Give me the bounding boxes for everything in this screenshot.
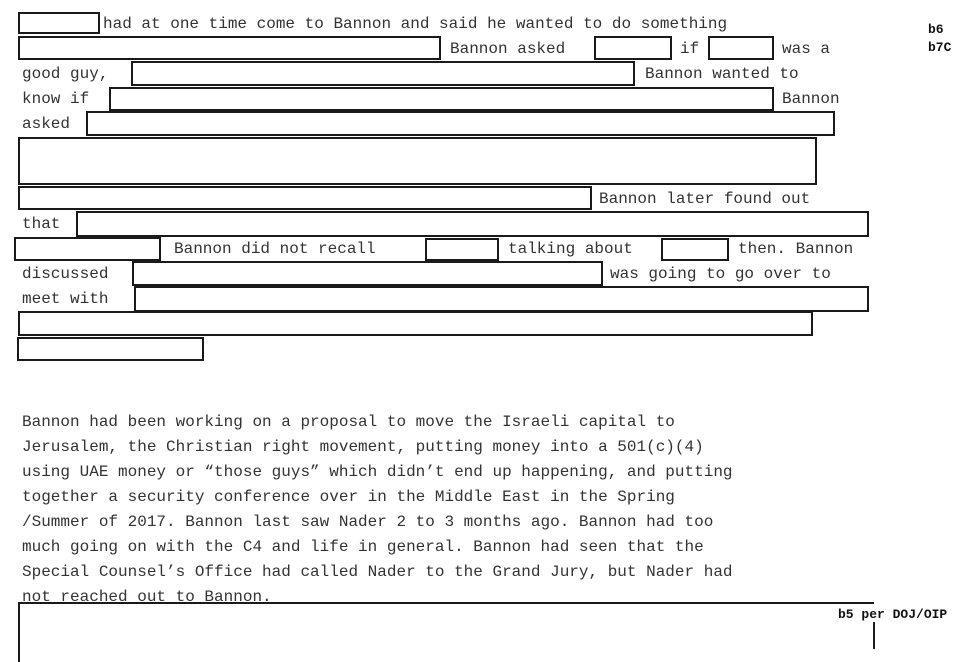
redaction-box xyxy=(109,87,774,111)
redaction-box xyxy=(18,137,817,185)
paragraph-line: /Summer of 2017. Bannon last saw Nader 2 to 3 months ago. Bannon had too xyxy=(22,513,714,531)
text-fragment: Bannon later found out xyxy=(599,190,811,208)
redaction-box xyxy=(708,36,774,60)
text-fragment: had at one time come to Bannon and said he wanted to do something xyxy=(103,15,728,33)
exemption-code-b6: b6 xyxy=(928,22,944,37)
paragraph-line: not reached out to Bannon. xyxy=(22,588,272,606)
text-fragment: discussed xyxy=(22,265,109,283)
redaction-box xyxy=(131,61,635,86)
text-fragment: asked xyxy=(22,115,71,133)
redaction-box xyxy=(661,238,729,261)
text-fragment: then. Bannon xyxy=(738,240,854,258)
redaction-box xyxy=(18,12,100,34)
redaction-box xyxy=(14,237,161,261)
redaction-box xyxy=(18,311,813,336)
paragraph-line: using UAE money or “those guys” which didn’t end up happening, and putting xyxy=(22,463,733,481)
redaction-box xyxy=(132,261,603,286)
paragraph-line: Special Counsel’s Office had called Nader to the Grand Jury, but Nader had xyxy=(22,563,733,581)
paragraph-line: much going on with the C4 and life in general. Bannon had seen that the xyxy=(22,538,704,556)
text-fragment: was a xyxy=(782,40,831,58)
text-fragment: if xyxy=(680,40,700,58)
text-fragment: was going to go over to xyxy=(610,265,831,283)
exemption-code-b5: b5 per DOJ/OIP xyxy=(838,607,948,622)
text-fragment: good guy, xyxy=(22,65,109,83)
redaction-box xyxy=(76,211,869,237)
text-fragment: Bannon asked xyxy=(450,40,566,58)
text-fragment: Bannon wanted to xyxy=(645,65,799,83)
redaction-box xyxy=(86,111,835,136)
text-fragment: Bannon did not recall xyxy=(174,240,376,258)
redaction-box xyxy=(18,602,874,662)
text-fragment: Bannon xyxy=(782,90,840,108)
text-fragment: talking about xyxy=(508,240,633,258)
exemption-code-b7c: b7C xyxy=(928,40,952,55)
text-fragment: meet with xyxy=(22,290,109,308)
redaction-box xyxy=(134,286,869,312)
redaction-box xyxy=(18,36,441,60)
paragraph-line: Jerusalem, the Christian right movement, putting money into a 501(c)(4) xyxy=(22,438,704,456)
redaction-box xyxy=(594,36,672,60)
text-fragment: that xyxy=(22,215,61,233)
paragraph-line: Bannon had been working on a proposal to move the Israeli capital to xyxy=(22,413,675,431)
redaction-box xyxy=(18,186,592,210)
text-fragment: know if xyxy=(22,90,90,108)
paragraph-line: together a security conference over in the Middle East in the Spring xyxy=(22,488,675,506)
body-paragraph xyxy=(22,385,733,610)
redaction-box xyxy=(17,337,204,361)
redaction-box xyxy=(425,238,499,261)
redaction-box-edge xyxy=(873,622,875,649)
